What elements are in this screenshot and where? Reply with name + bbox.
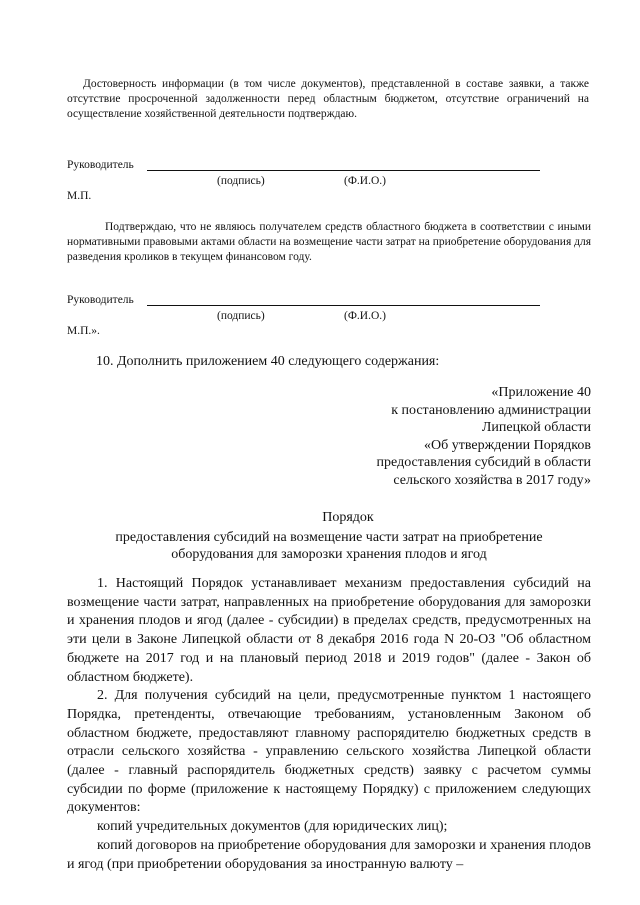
signature-captions-2 bbox=[67, 309, 591, 324]
caption-signature: (подпись) bbox=[217, 175, 265, 187]
order-title bbox=[67, 509, 591, 564]
order-heading: Порядок bbox=[322, 510, 374, 525]
stamp-mark: М.П. bbox=[67, 190, 92, 202]
stamp-mark: М.П.». bbox=[67, 325, 100, 337]
info-confirmation-text: Достоверность информации (в том числе документов), представленной в составе заявки, а также отсутствие просроченной задолженности перед областным бюджетом, отсутствие ограничений на осуществление хозяйственной деятельности подтверждаю. bbox=[67, 78, 589, 120]
order-body bbox=[67, 575, 591, 874]
appendix-header-line: к постановлению администрации bbox=[391, 402, 591, 418]
paragraph-3: копий учредительных документов (для юридических лиц); bbox=[97, 819, 448, 835]
caption-name: (Ф.И.О.) bbox=[344, 310, 386, 322]
signature-captions-1 bbox=[67, 174, 591, 189]
order-subtitle: оборудования для заморозки хранения плодов и ягод bbox=[171, 547, 487, 563]
appendix-header-line: «Об утверждении Порядков bbox=[424, 437, 591, 453]
non-recipient-confirmation-text: Подтверждаю, что не являюсь получателем средств областного бюджета в соответствии с иными нормативными правовыми актами области на возмещение части затрат на приобретение оборудования для разведения кроликов в текущем финансовом году. bbox=[67, 221, 591, 263]
appendix-header-line: Липецкой области bbox=[481, 420, 591, 436]
paragraph-2: 2. Для получения субсидий на цели, предусмотренные пунктом 1 настоящего Порядка, претенденты, отвечающие требованиям, установленным Законом об областном бюджете, предоставляют главному распорядителю бюджетных средств в отрасли сельского хозяйства - управлению сельского хозяйства Липецкой области (далее - главный распорядитель бюджетных средств) заявку с расчетом суммы субсидии по форме (приложение к настоящему Порядку) с приложением следующих документов: bbox=[67, 688, 591, 816]
signature-row-2 bbox=[67, 293, 591, 309]
appendix-header bbox=[67, 384, 591, 490]
appendix-header-line: предоставления субсидий в области bbox=[376, 455, 591, 471]
name-line bbox=[308, 305, 540, 306]
appendix-header-line: «Приложение 40 bbox=[491, 385, 591, 400]
amendment-text: 10. Дополнить приложением 40 следующего содержания: bbox=[96, 354, 440, 369]
caption-signature: (подпись) bbox=[217, 310, 265, 322]
paragraph-1: 1. Настоящий Порядок устанавливает механизм предоставления субсидий на возмещение части затрат, направленных на приобретение оборудования для заморозки и хранения плодов и ягод (далее - субсидии) в пределах средств, предусмотренных на эти цели в Законе Липецкой области от 8 декабря 2016 года N 20-ОЗ "Об областном бюджете на 2017 год и на плановый период 2018 и 2019 годов" (далее - Закон об областном бюджете). bbox=[67, 576, 591, 685]
paragraph-4: копий договоров на приобретение оборудования для заморозки и хранения плодов и ягод (при приобретении оборудования за иностранную валюту – bbox=[67, 837, 591, 872]
signature-label: Руководитель bbox=[67, 294, 134, 306]
order-subtitle: предоставления субсидий на возмещение части затрат на приобретение bbox=[115, 529, 543, 545]
name-line bbox=[308, 170, 540, 171]
signature-label: Руководитель bbox=[67, 159, 134, 171]
caption-name: (Ф.И.О.) bbox=[344, 175, 386, 187]
signature-row-1 bbox=[67, 158, 591, 174]
appendix-header-line: сельского хозяйства в 2017 году» bbox=[393, 472, 591, 488]
